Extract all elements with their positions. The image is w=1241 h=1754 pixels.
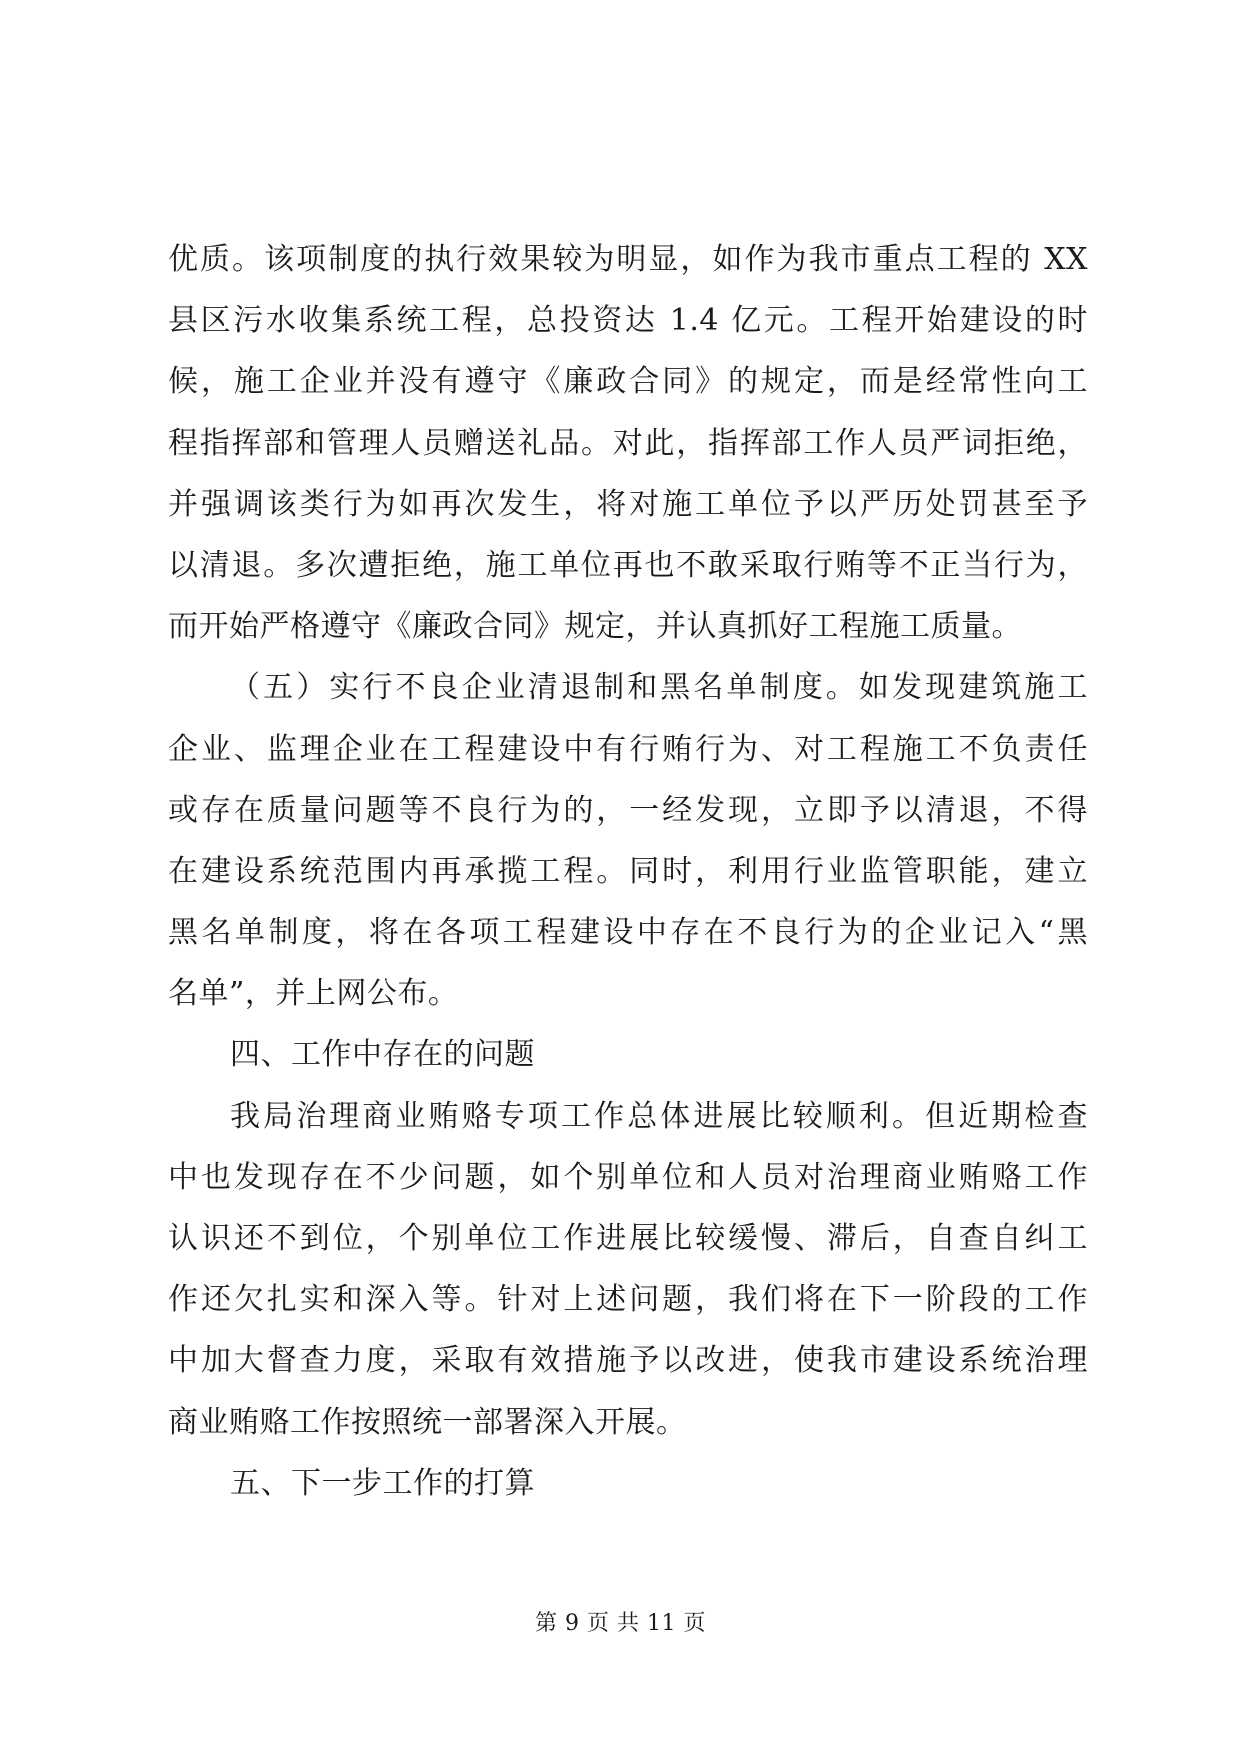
paragraph-line: 县区污水收集系统工程，总投资达 1.4 亿元。工程开始建设的时 (168, 303, 1088, 339)
paragraph-line: 在建设系统范围内再承揽工程。同时，利用行业监管职能，建立 (168, 853, 1088, 889)
paragraph-line: 名单”，并上网公布。 (168, 976, 459, 1012)
paragraph-line: 候，施工企业并没有遵守《廉政合同》的规定，而是经常性向工 (168, 364, 1088, 400)
paragraph-line: 我局治理商业贿赂专项工作总体进展比较顺利。但近期检查 (230, 1098, 1088, 1134)
paragraph-line: 而开始严格遵守《廉政合同》规定，并认真抓好工程施工质量。 (168, 609, 1022, 645)
paragraph-line: 以清退。多次遭拒绝，施工单位再也不敢采取行贿等不正当行为， (168, 547, 1088, 583)
paragraph-line: 优质。该项制度的执行效果较为明显，如作为我市重点工程的 XX (168, 242, 1088, 277)
section-heading: 五、下一步工作的打算 (230, 1465, 535, 1501)
paragraph-line: 中加大督查力度，采取有效措施予以改进，使我市建设系统治理 (168, 1343, 1088, 1379)
paragraph-line: （五）实行不良企业清退制和黑名单制度。如发现建筑施工 (230, 670, 1088, 706)
paragraph-line: 中也发现存在不少问题，如个别单位和人员对治理商业贿赂工作 (168, 1159, 1088, 1195)
page-number-footer: 第 9 页 共 11 页 (535, 1611, 706, 1636)
paragraph-line: 认识还不到位，个别单位工作进展比较缓慢、滞后，自查自纠工 (168, 1221, 1088, 1256)
paragraph-line: 程指挥部和管理人员赠送礼品。对此，指挥部工作人员严词拒绝， (168, 425, 1088, 461)
paragraph-line: 或存在质量问题等不良行为的，一经发现，立即予以清退，不得 (168, 792, 1088, 828)
section-heading: 四、工作中存在的问题 (230, 1037, 535, 1073)
document-body (168, 229, 1088, 1514)
paragraph-line: 商业贿赂工作按照统一部署深入开展。 (168, 1404, 687, 1440)
paragraph-line: 并强调该类行为如再次发生，将对施工单位予以严历处罚甚至予 (168, 486, 1088, 522)
paragraph-line: 黑名单制度，将在各项工程建设中存在不良行为的企业记入“黑 (168, 915, 1088, 951)
paragraph-line: 企业、监理企业在工程建设中有行贿行为、对工程施工不负责任 (168, 731, 1088, 767)
paragraph-line: 作还欠扎实和深入等。针对上述问题，我们将在下一阶段的工作 (168, 1282, 1088, 1318)
